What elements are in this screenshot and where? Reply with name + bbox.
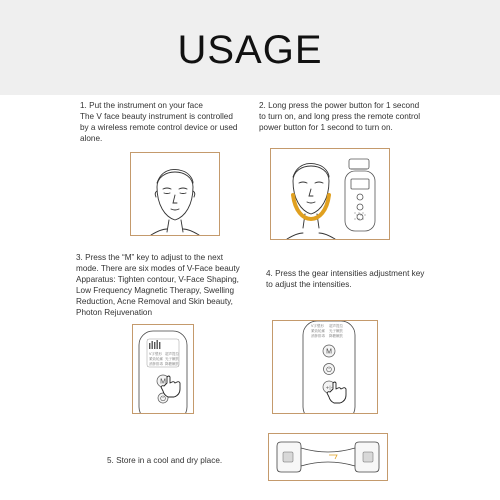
page-title: USAGE — [177, 28, 323, 72]
step-1-text — [80, 100, 240, 144]
step-2-text: 2. Long press the power button for 1 second to turn on, and long press the remote control power button for 1 second to turn on. — [259, 101, 421, 132]
mode-label-5: 消肿排毒 — [149, 362, 163, 366]
step-1-illustration — [130, 152, 220, 236]
mode-label-2: 超声提拉 — [165, 352, 179, 356]
mode-label-4: 光子嫩肤 — [329, 329, 343, 333]
step-4-illustration — [272, 320, 378, 414]
v-face-strap-icon — [269, 434, 387, 480]
step-2-illustration — [270, 148, 390, 240]
step-5-illustration — [268, 433, 388, 481]
step-3-text: 3. Press the “M” key to adjust to the next mode. There are six modes of V-Face beauty Apparatus: Tighten contour, V-Face Shaping, Low Frequency Magnetic Therapy, Swelling Reduction, Acne Removal and Skin beauty, Photon Rejuvenation — [76, 253, 240, 317]
step-1-body: The V face beauty instrument is controlled by a wireless remote control device or used alone. — [80, 112, 238, 143]
remote-control-icon — [133, 325, 193, 413]
power-icon: ⏻ — [160, 395, 166, 403]
v-face-strap-icon — [287, 164, 335, 240]
mode-label-6: 降糖嫩肤 — [165, 362, 179, 366]
step-4-text: 4. Press the gear intensities adjustment key to adjust the intensities. — [266, 269, 425, 289]
power-icon: ⏻ — [326, 366, 332, 374]
face-sketch-icon — [131, 153, 219, 235]
step-1-heading: 1. Put the instrument on your face — [80, 101, 203, 110]
mode-label-3: 紧致轮廓 — [149, 357, 163, 361]
mode-label-1: V字塑形 — [311, 324, 324, 328]
m-key-label: M — [326, 348, 332, 356]
gear-intensity-icon: +|- — [325, 386, 333, 391]
remote-control-icon — [273, 321, 377, 413]
mode-label-6: 降糖嫩肤 — [329, 334, 343, 338]
step-3-illustration — [132, 324, 194, 414]
mode-label-3: 紧致轮廓 — [311, 329, 325, 333]
header-banner — [0, 0, 500, 95]
m-key-label: M — [160, 378, 166, 386]
mode-label-1: V字塑形 — [149, 352, 162, 356]
mode-label-5: 消肿排毒 — [311, 334, 325, 338]
mode-label-4: 光子嫩肤 — [165, 357, 179, 361]
step-5-text: 5. Store in a cool and dry place. — [107, 456, 223, 465]
mode-label-2: 超声提拉 — [329, 324, 343, 328]
remote-control-icon — [345, 159, 375, 231]
